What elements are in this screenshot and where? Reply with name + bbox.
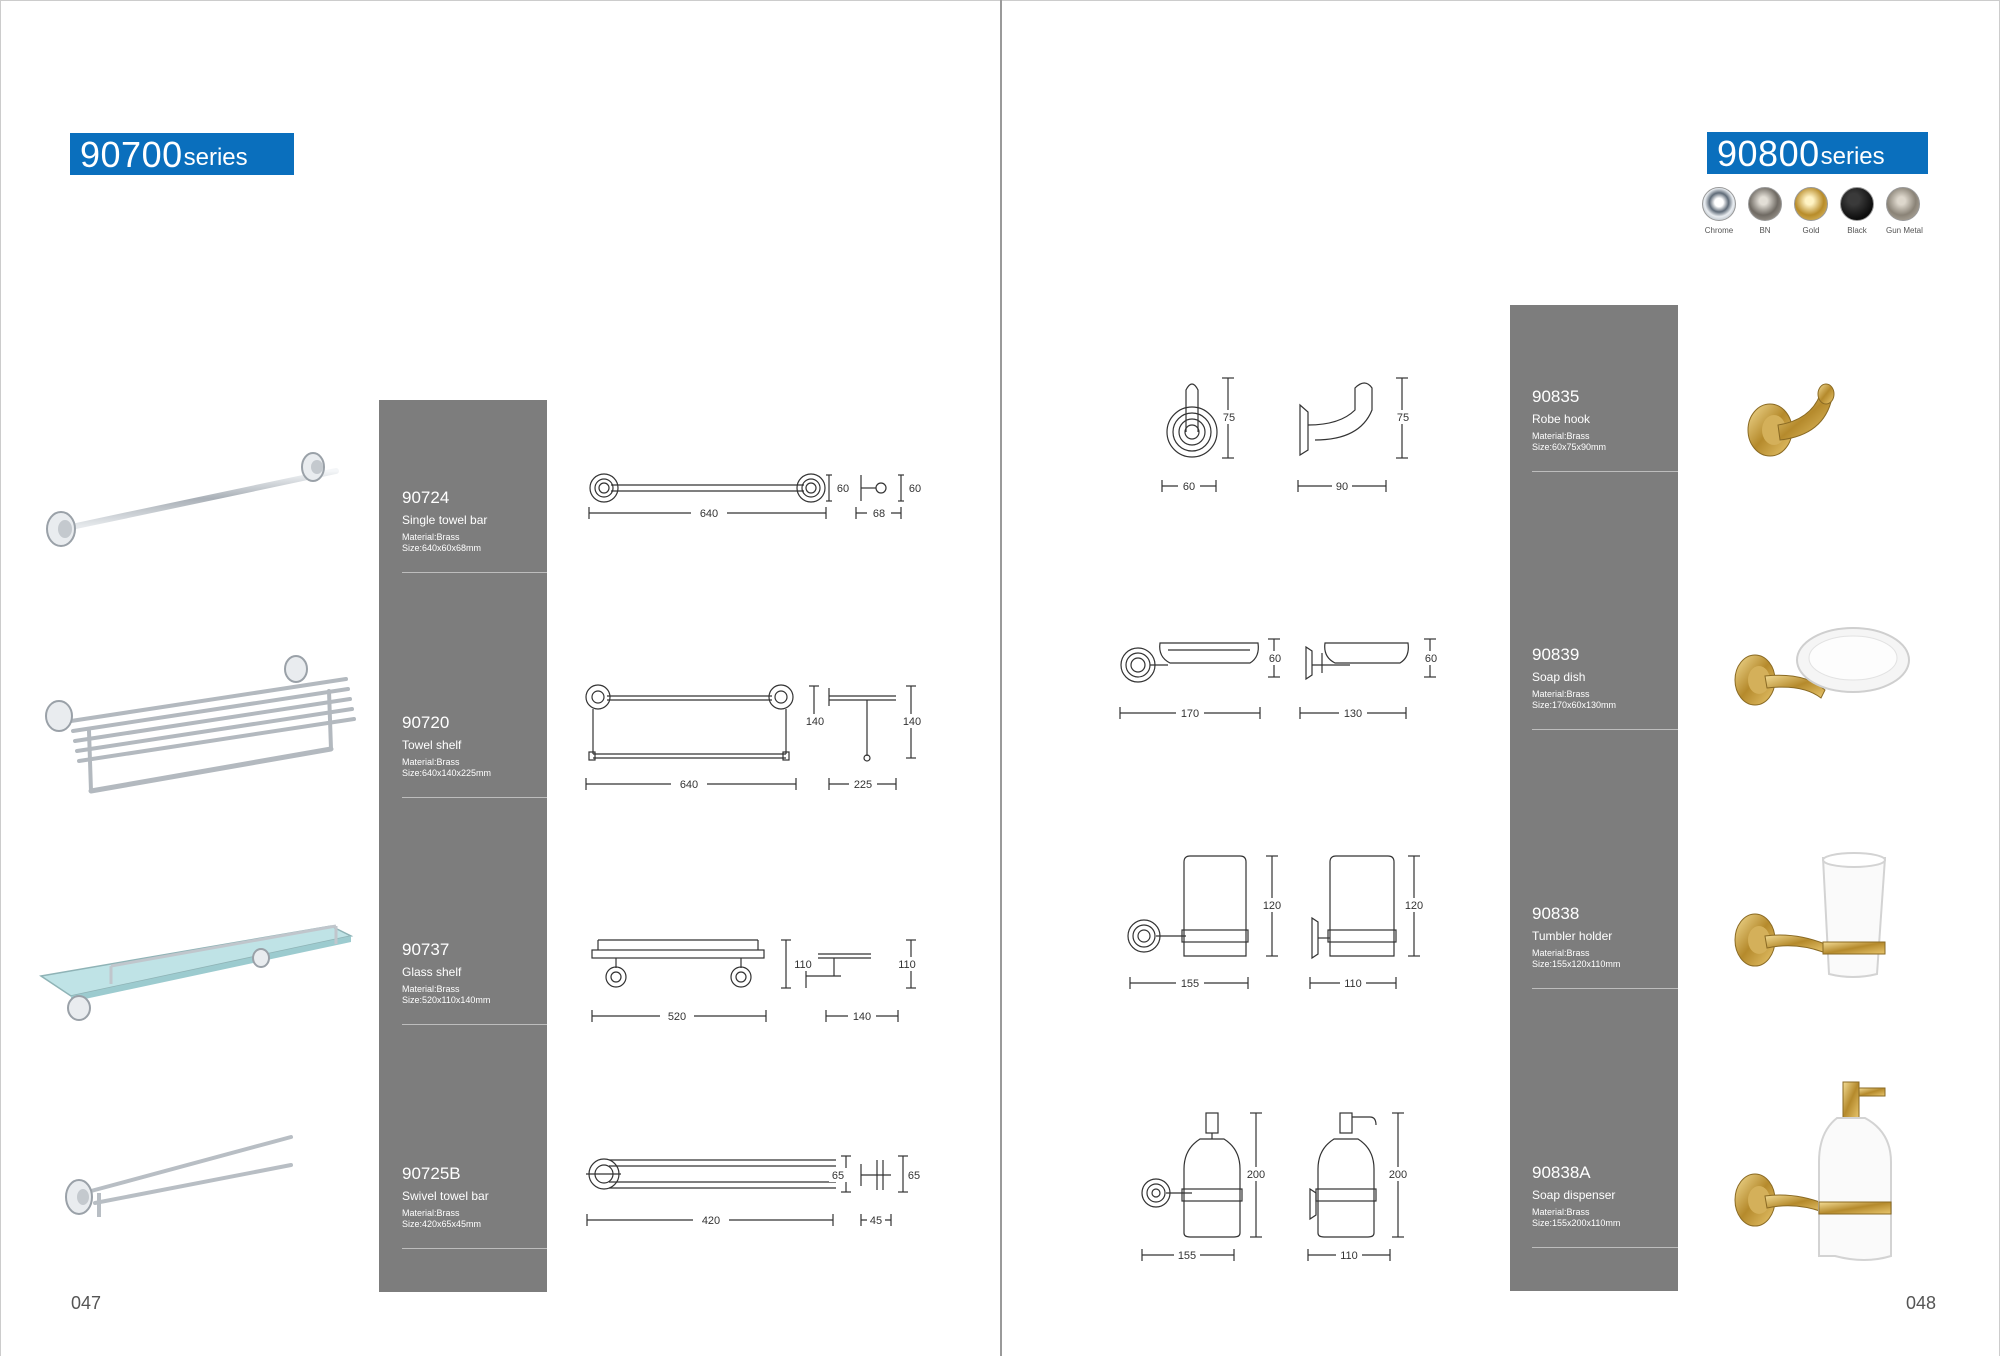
dim-side-height: 200 <box>1388 1169 1408 1181</box>
finish-swatch-chrome <box>1702 187 1736 235</box>
product-material: Material:Brass <box>402 984 460 994</box>
product-info-90725B <box>402 1164 547 1249</box>
photo-robe-hook <box>1740 380 1860 480</box>
series-suffix: series <box>1820 143 1885 170</box>
page-number: 047 <box>71 1293 102 1313</box>
photo-towel-shelf <box>31 651 371 801</box>
product-name: Soap dish <box>1532 670 1586 684</box>
finish-swatch-black <box>1840 187 1874 235</box>
dim-front-width: 170 <box>1180 708 1200 720</box>
dim-front-height: 200 <box>1246 1169 1266 1181</box>
product-material: Material:Brass <box>1532 689 1590 699</box>
gold-swatch-disc <box>1794 187 1828 221</box>
dim-side-height: 120 <box>1404 900 1424 912</box>
product-name: Glass shelf <box>402 965 462 979</box>
dim-side-height: 110 <box>898 959 916 971</box>
dim-width: 640 <box>699 508 719 520</box>
finish-swatch-gun-metal <box>1886 187 1923 235</box>
chrome-swatch-disc <box>1702 187 1736 221</box>
dim-side-height: 65 <box>907 1170 921 1182</box>
product-code: 90835 <box>1532 387 1580 406</box>
product-material: Material:Brass <box>402 532 460 542</box>
product-size: Size:155x200x110mm <box>1532 1218 1621 1228</box>
finish-label: Gold <box>1802 226 1820 235</box>
product-name: Single towel bar <box>402 513 488 527</box>
finish-label: Gun Metal <box>1886 226 1923 235</box>
divider <box>402 572 547 573</box>
black-swatch-disc <box>1840 187 1874 221</box>
product-size: Size:170x60x130mm <box>1532 700 1617 710</box>
series-number: 90700 <box>80 134 183 175</box>
drawing-90838 <box>1120 850 1460 995</box>
drawing-90725B <box>571 1146 931 1241</box>
drawing-90838A <box>1130 1105 1460 1265</box>
product-name: Soap dispenser <box>1532 1188 1616 1202</box>
dim-side-width: 110 <box>1340 1250 1358 1262</box>
dim-depth: 225 <box>853 779 873 791</box>
dim-front-width: 155 <box>1177 1250 1197 1262</box>
product-material: Material:Brass <box>402 757 460 767</box>
dim-front-height: 75 <box>1222 412 1236 424</box>
dim-side-height: 140 <box>902 716 922 728</box>
product-code: 90725B <box>402 1164 461 1183</box>
finish-swatch-bn <box>1748 187 1782 235</box>
product-size: Size:640x60x68mm <box>402 543 482 553</box>
dim-side-height: 75 <box>1396 412 1410 424</box>
divider <box>1532 1247 1678 1248</box>
finish-swatch-gold <box>1794 187 1828 235</box>
product-code: 90838 <box>1532 904 1580 923</box>
dim-height: 60 <box>836 483 850 495</box>
photo-glass-shelf <box>31 896 361 1026</box>
dim-height: 110 <box>794 959 812 971</box>
dim-width: 420 <box>701 1215 721 1227</box>
dim-side-width: 90 <box>1335 481 1349 493</box>
dim-side-height: 60 <box>1424 653 1438 665</box>
dim-height: 65 <box>831 1170 845 1182</box>
product-info-90838A <box>1532 1163 1678 1248</box>
dim-depth: 68 <box>872 508 886 520</box>
product-code: 90838A <box>1532 1163 1591 1182</box>
dim-side-height: 60 <box>908 483 922 495</box>
divider <box>402 1248 547 1249</box>
divider <box>1532 729 1678 730</box>
product-material: Material:Brass <box>1532 1207 1590 1217</box>
product-size: Size:520x110x140mm <box>402 995 491 1005</box>
finish-label: BN <box>1759 226 1771 235</box>
product-name: Swivel towel bar <box>402 1189 489 1203</box>
drawing-90839 <box>1110 635 1460 735</box>
divider <box>402 797 547 798</box>
finish-label: Chrome <box>1704 226 1734 235</box>
photo-soap-dispenser <box>1725 1070 1905 1270</box>
product-info-90724 <box>402 488 547 573</box>
drawing-90835 <box>1140 370 1460 500</box>
product-info-90838 <box>1532 904 1678 989</box>
dim-front-height: 60 <box>1268 653 1282 665</box>
photo-soap-dish <box>1725 620 1915 720</box>
dim-front-width: 155 <box>1180 978 1200 990</box>
dim-depth: 140 <box>852 1011 872 1023</box>
photo-single-towel-bar <box>31 441 361 561</box>
divider <box>402 1024 547 1025</box>
photo-tumbler-holder <box>1725 850 1905 990</box>
dim-front-width: 60 <box>1182 481 1196 493</box>
gun-metal-swatch-disc <box>1886 187 1920 221</box>
dim-front-height: 120 <box>1262 900 1282 912</box>
series-number: 90800 <box>1717 133 1820 174</box>
product-name: Towel shelf <box>402 738 462 752</box>
finish-label: Black <box>1847 226 1867 235</box>
product-material: Material:Brass <box>1532 431 1590 441</box>
series-badge-90700 <box>70 133 294 175</box>
dim-depth: 45 <box>869 1215 883 1227</box>
product-name: Tumbler holder <box>1532 929 1613 943</box>
product-material: Material:Brass <box>1532 948 1590 958</box>
product-info-90835 <box>1532 387 1678 472</box>
product-info-90839 <box>1532 645 1678 730</box>
divider <box>1532 471 1678 472</box>
dim-width: 640 <box>679 779 699 791</box>
dim-width: 520 <box>667 1011 687 1023</box>
product-info-90737 <box>402 940 547 1025</box>
product-code: 90724 <box>402 488 450 507</box>
product-size: Size:155x120x110mm <box>1532 959 1621 969</box>
product-code: 90720 <box>402 713 450 732</box>
product-code: 90737 <box>402 940 450 959</box>
finish-swatches <box>1702 187 1923 235</box>
product-size: Size:60x75x90mm <box>1532 442 1607 452</box>
product-info-90720 <box>402 713 547 798</box>
photo-swivel-towel-bar <box>51 1121 311 1231</box>
bn-swatch-disc <box>1748 187 1782 221</box>
dim-height: 140 <box>805 716 825 728</box>
page-number: 048 <box>1906 1293 1937 1313</box>
product-material: Material:Brass <box>402 1208 460 1218</box>
product-name: Robe hook <box>1532 412 1591 426</box>
drawing-90720 <box>571 676 931 806</box>
dim-side-width: 130 <box>1343 708 1363 720</box>
drawing-90724 <box>571 461 931 541</box>
product-code: 90839 <box>1532 645 1580 664</box>
product-size: Size:640x140x225mm <box>402 768 492 778</box>
drawing-90737 <box>576 926 936 1036</box>
product-size: Size:420x65x45mm <box>402 1219 482 1229</box>
dim-side-width: 110 <box>1344 978 1362 990</box>
series-suffix: series <box>183 144 248 171</box>
series-badge-90800 <box>1707 132 1928 174</box>
divider <box>1532 988 1678 989</box>
